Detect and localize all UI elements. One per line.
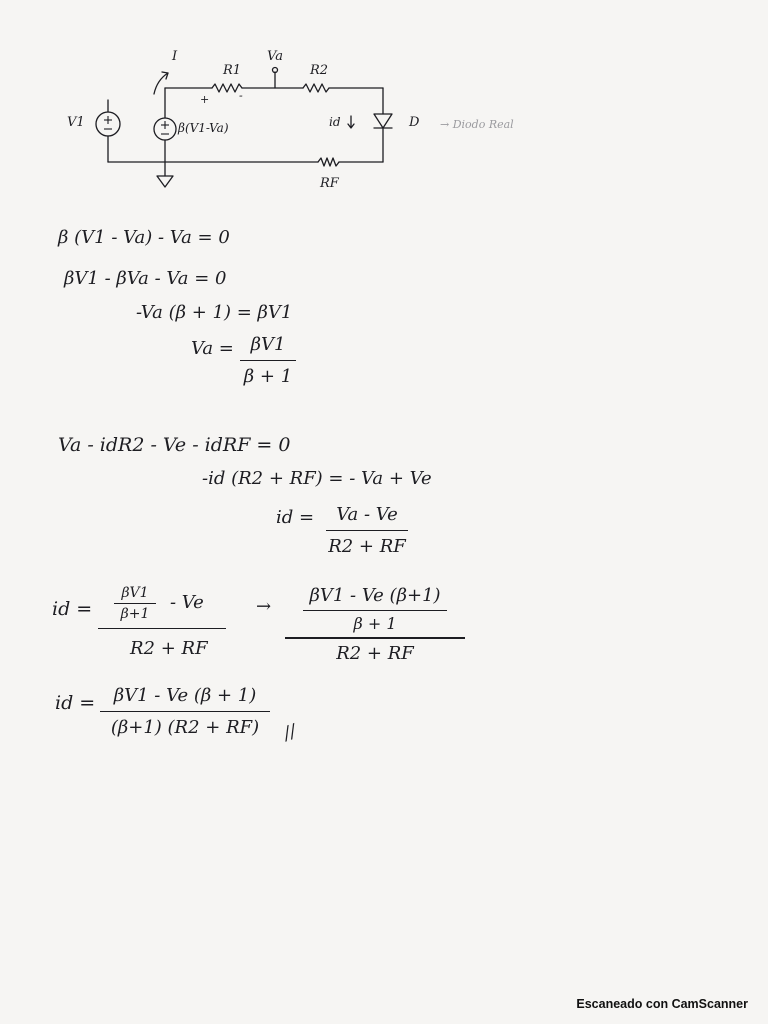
eq1-line3: -Va (β + 1) = βV1: [136, 302, 293, 323]
v1-label: V1: [67, 115, 85, 130]
eq3-minus-ve: - Ve: [170, 592, 204, 613]
eq4-fraction: [100, 687, 270, 737]
r2-label: R2: [310, 63, 329, 78]
r1-label: R1: [223, 63, 242, 78]
eq3-inner-denominator: β+1: [120, 606, 150, 623]
eq1-numerator: βV1: [250, 334, 286, 355]
eq2-numerator: Va - Ve: [336, 504, 398, 525]
eq4-lhs: id =: [55, 692, 96, 714]
eq1-fraction: [240, 336, 296, 386]
eq3-inner-numerator: βV1: [121, 585, 149, 601]
current-arrow: [154, 73, 168, 94]
eq3-arrow: →: [256, 596, 272, 617]
circuit-diagram: [0, 0, 768, 200]
fraction-bar: [100, 711, 270, 712]
eq4-denominator: (β+1) (R2 + RF): [110, 717, 260, 739]
dependent-source-label: β(V1-Va): [178, 121, 229, 135]
eq4-numerator: βV1 - Ve (β + 1): [113, 685, 257, 706]
minus-sign: -: [239, 89, 243, 102]
diode-d: [374, 114, 392, 128]
eq1-denominator: β + 1: [243, 366, 293, 388]
eq3-denominator: R2 + RF: [130, 638, 208, 659]
resistor-r2: [303, 84, 329, 92]
eq3-right-denominator: R2 + RF: [336, 642, 414, 664]
ground-symbol: [157, 176, 173, 187]
plus-sign: +: [200, 93, 210, 106]
eq2-line3-lhs: id =: [276, 507, 315, 528]
resistor-rf: [318, 158, 339, 166]
eq3-right-fraction: [285, 587, 465, 663]
resistor-r1: [212, 84, 242, 92]
eq2-line2: -id (R2 + RF) = - Va + Ve: [202, 468, 432, 489]
eq3-right-numerator-top: βV1 - Ve (β+1): [309, 585, 441, 606]
fraction-bar-main: [285, 637, 465, 638]
diode-note: → Diodo Real: [440, 118, 514, 131]
id-label: id: [329, 115, 341, 129]
camscanner-watermark: Escaneado con CamScanner: [576, 997, 748, 1011]
eq2-line1: Va - idR2 - Ve - idRF = 0: [58, 434, 291, 456]
fraction-bar: [114, 603, 156, 604]
eq1-line4-lhs: Va =: [191, 338, 234, 359]
eq1-line1: β (V1 - Va) - Va = 0: [58, 227, 230, 248]
fraction-bar: [240, 360, 296, 361]
eq3-main-bar: [98, 628, 226, 629]
id-arrow: [348, 116, 354, 128]
diode-label: D: [409, 115, 420, 130]
eq3-right-numerator-bottom: β + 1: [353, 614, 397, 634]
fraction-bar: [303, 610, 447, 611]
eq3-lhs: id =: [52, 598, 93, 620]
final-check-mark: //: [280, 720, 300, 745]
rf-label: RF: [320, 176, 339, 191]
eq1-line2: βV1 - βVa - Va = 0: [64, 268, 227, 289]
eq2-fraction: [326, 506, 408, 556]
va-label: Va: [267, 49, 283, 64]
fraction-bar: [326, 530, 408, 531]
eq2-denominator: R2 + RF: [328, 536, 406, 558]
eq3-inner-fraction: [114, 586, 156, 621]
current-label: I: [172, 49, 178, 64]
